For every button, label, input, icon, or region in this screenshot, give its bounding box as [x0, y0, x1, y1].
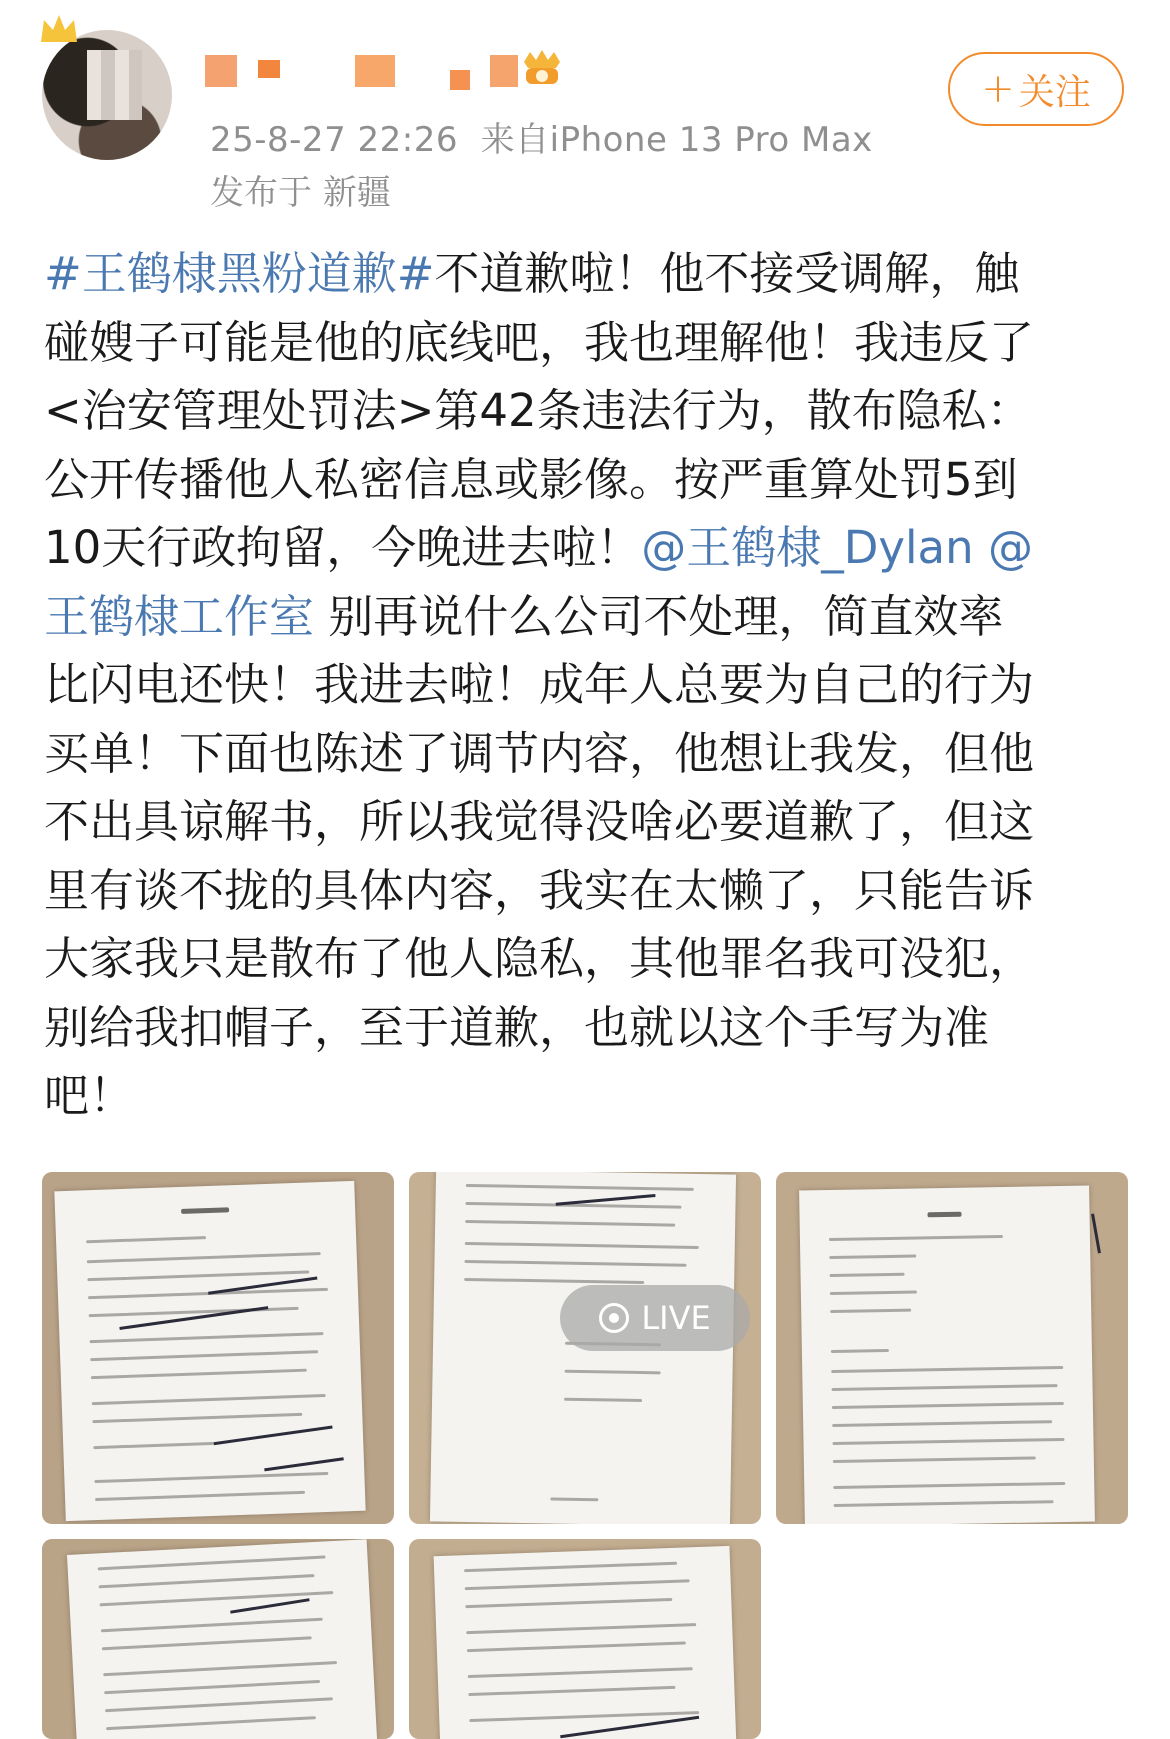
location-label: 发布于: [210, 173, 312, 213]
post-text-segment: 不出具谅解书，所以我觉得没啥必要道歉了，但这: [44, 795, 1035, 848]
post-link[interactable]: @王鹤棣_Dylan @: [641, 521, 1033, 574]
avatar-blurred-face: [87, 50, 142, 120]
post-meta: [210, 112, 873, 161]
document-paper: [67, 1539, 377, 1739]
post-text-line: [44, 583, 1134, 652]
document-paper: [799, 1185, 1095, 1524]
post-text-segment: 大家我只是散布了他人隐私，其他罪名我可没犯，: [44, 932, 1035, 985]
post-text-line: [44, 994, 1134, 1063]
post-text-segment: 吧！: [44, 1069, 135, 1122]
post-text-line: [44, 857, 1134, 926]
post-text-line: [44, 446, 1134, 515]
post-text-segment: 比闪电还快！我进去啦！成年人总要为自己的行为: [44, 658, 1035, 711]
username-pixelated: [450, 70, 470, 90]
photo-thumbnail[interactable]: [42, 1539, 394, 1739]
plus-icon: +: [981, 66, 1015, 112]
post-text-segment: 别再说什么公司不处理，简直效率: [314, 589, 1004, 643]
live-icon: [599, 1303, 629, 1333]
post-text-segment: 买单！下面也陈述了调节内容，他想让我发，但他: [44, 726, 1035, 780]
post-text: [44, 240, 1134, 1131]
post-text-line: [44, 514, 1134, 583]
post-text-segment: 10天行政拘留，今晚进去啦！: [44, 521, 642, 574]
photo-thumbnail[interactable]: [42, 1172, 394, 1524]
post-text-line: [44, 788, 1134, 857]
follow-button[interactable]: [948, 52, 1124, 126]
location-value: 新疆: [322, 173, 391, 213]
post-text-line: [44, 377, 1134, 446]
username-pixelated: [355, 55, 395, 87]
handwriting-mark: [1091, 1214, 1101, 1254]
username-pixelated: [258, 60, 280, 78]
live-photo-badge[interactable]: [560, 1285, 750, 1351]
post-text-line: [44, 720, 1134, 789]
photo-thumbnail[interactable]: [776, 1172, 1128, 1524]
post-text-line: [44, 240, 1134, 309]
post-text-line: [44, 651, 1134, 720]
photo-thumbnail[interactable]: [409, 1539, 761, 1739]
post-text-segment: 不道歉啦！他不接受调解，触: [434, 247, 1020, 300]
post-text-segment: 里有谈不拢的具体内容，我实在太懒了，只能告诉: [44, 863, 1035, 917]
post-text-line: [44, 309, 1134, 378]
post-text-line: [44, 925, 1134, 994]
post-text-segment: 别给我扣帽子，至于道歉，也就以这个手写为准: [44, 1000, 990, 1054]
vip-badge-icon[interactable]: [520, 48, 564, 88]
post-text-segment: 公开传播他人私密信息或影像。按严重算处罚5到: [44, 452, 1018, 506]
username-pixelated: [490, 55, 518, 87]
post-text-line: [44, 1062, 1134, 1131]
device-source: 来自iPhone 13 Pro Max: [480, 120, 873, 160]
timestamp: 25-8-27 22:26: [210, 120, 458, 160]
follow-label: 关注: [1018, 71, 1091, 113]
post-text-segment: 碰嫂子可能是他的底线吧，我也理解他！我违反了: [44, 315, 1035, 369]
post-location: [210, 165, 391, 214]
crown-icon: [38, 12, 80, 46]
post-text-segment: <治安管理处罚法>第42条违法行为，散布隐私：: [44, 384, 1032, 437]
document-paper: [54, 1181, 365, 1521]
username-pixelated[interactable]: [205, 55, 237, 87]
post-link[interactable]: 王鹤棣工作室: [44, 589, 315, 643]
live-label: LIVE: [641, 1299, 711, 1337]
document-paper: [434, 1546, 737, 1739]
post-link[interactable]: #王鹤棣黑粉道歉#: [44, 247, 435, 300]
avatar[interactable]: [42, 30, 172, 160]
